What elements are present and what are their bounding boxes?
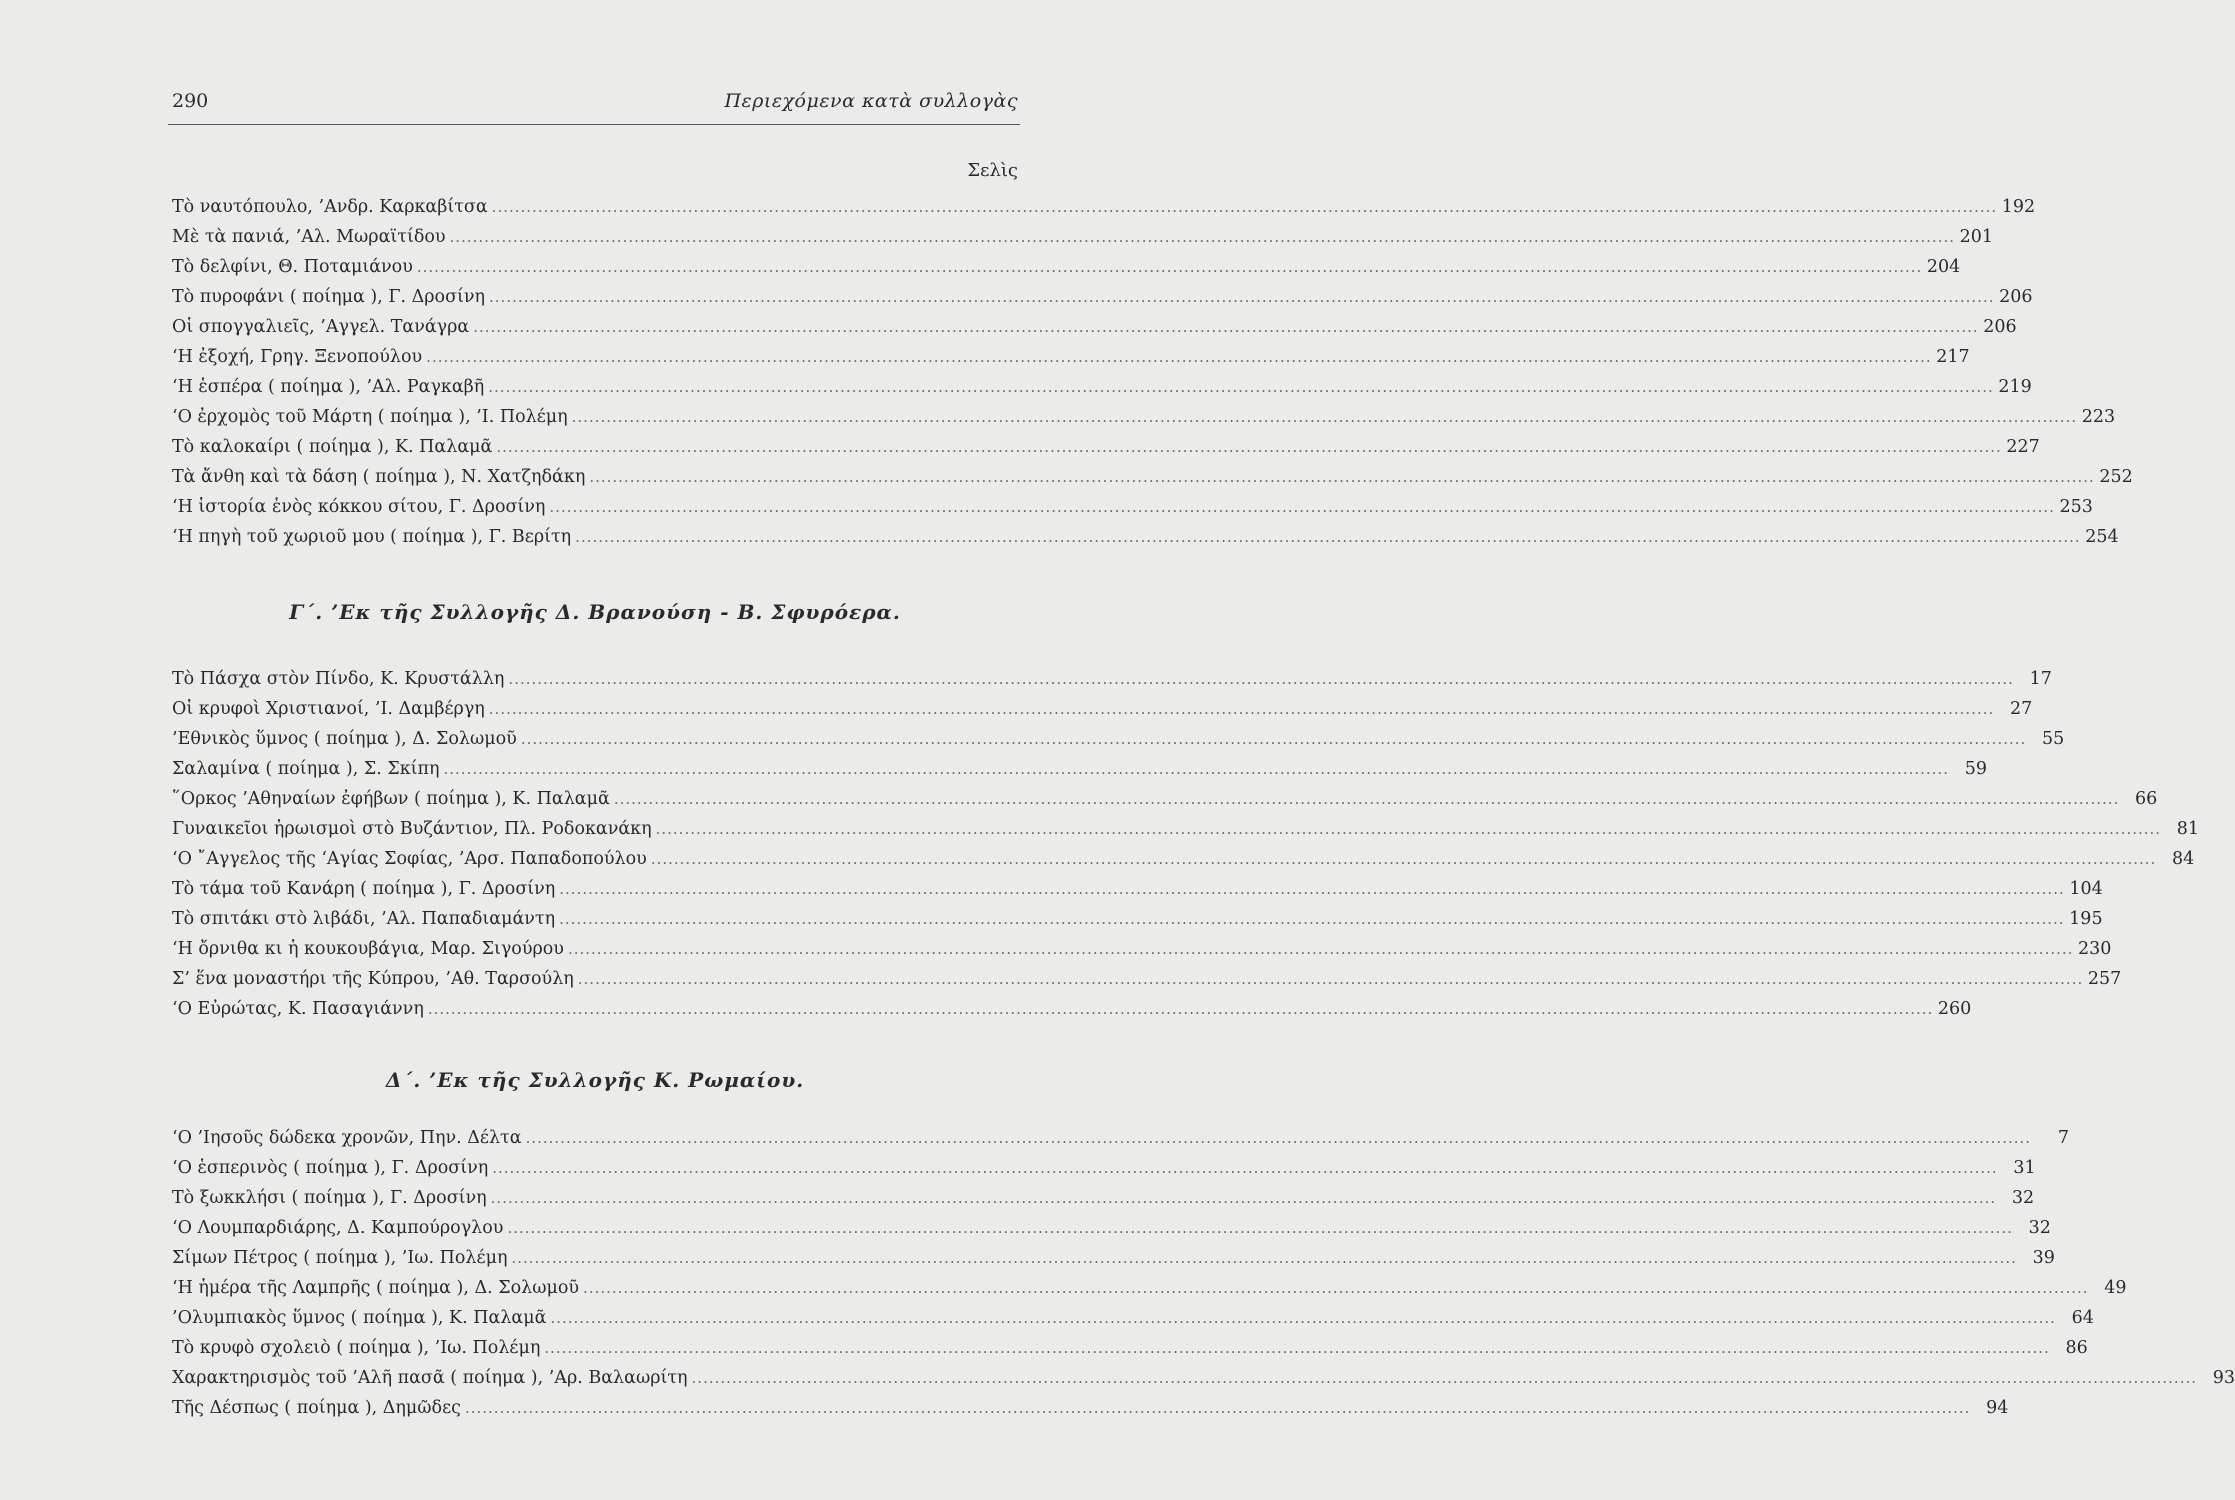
dot-leader bbox=[575, 528, 2080, 546]
page-column-heading: Σελὶς bbox=[967, 160, 1018, 181]
dot-leader bbox=[526, 1129, 2031, 1147]
entry-title: ‘Ο Εὐρώτας, Κ. Πασαγιάννη bbox=[172, 999, 424, 1019]
dot-leader bbox=[508, 670, 2013, 688]
dot-leader bbox=[521, 730, 2026, 748]
toc-entry bbox=[172, 1333, 2088, 1363]
dot-leader bbox=[496, 438, 2001, 456]
toc-entry bbox=[172, 462, 2133, 492]
toc-list-section-b bbox=[172, 192, 2133, 552]
entry-title: Τὸ ξωκκλήσι ( ποίημα ), Γ. Δροσίνη bbox=[172, 1188, 487, 1208]
toc-entry bbox=[172, 994, 1972, 1024]
toc-entry bbox=[172, 1393, 2009, 1423]
dot-leader bbox=[559, 880, 2064, 898]
entry-title: Σ’ ἕνα μοναστήρι τῆς Κύπρου, ’Αθ. Ταρσούλη bbox=[172, 969, 574, 989]
entry-title: Γυναικεῖοι ἡρωισμοὶ στὸ Βυζάντιον, Πλ. Ροδοκανάκη bbox=[172, 819, 652, 839]
entry-page-number: 93 bbox=[2212, 1368, 2235, 1388]
entry-page-number: 49 bbox=[2104, 1278, 2127, 1298]
toc-entry bbox=[172, 964, 2122, 994]
toc-entry bbox=[172, 372, 2032, 402]
entry-page-number: 254 bbox=[2085, 527, 2119, 547]
entry-page-number: 227 bbox=[2006, 437, 2040, 457]
toc-entry bbox=[172, 342, 1970, 372]
toc-entry bbox=[172, 192, 2036, 222]
entry-page-number: 17 bbox=[2029, 669, 2052, 689]
dot-leader bbox=[559, 910, 2064, 928]
toc-entry bbox=[172, 934, 2112, 964]
dot-leader bbox=[489, 700, 1994, 718]
entry-page-number: 206 bbox=[1999, 287, 2033, 307]
running-header bbox=[172, 90, 1018, 112]
entry-page-number: 230 bbox=[2078, 939, 2112, 959]
entry-page-number: 219 bbox=[1998, 377, 2032, 397]
dot-leader bbox=[614, 790, 2119, 808]
entry-page-number: 39 bbox=[2032, 1248, 2055, 1268]
dot-leader bbox=[417, 258, 1922, 276]
toc-list-section-c bbox=[172, 664, 2200, 1024]
entry-page-number: 252 bbox=[2099, 467, 2133, 487]
entry-title: ῞Ορκος ’Αθηναίων ἐφήβων ( ποίημα ), Κ. Παλαμᾶ bbox=[172, 789, 610, 809]
dot-leader bbox=[692, 1369, 2197, 1387]
header-rule bbox=[168, 124, 1020, 125]
entry-page-number: 64 bbox=[2071, 1308, 2094, 1328]
toc-entry bbox=[172, 754, 1987, 784]
toc-entry bbox=[172, 492, 2093, 522]
entry-title: Σαλαμίνα ( ποίημα ), Σ. Σκίπη bbox=[172, 759, 440, 779]
entry-page-number: 257 bbox=[2087, 969, 2122, 989]
dot-leader bbox=[656, 820, 2161, 838]
dot-leader bbox=[578, 970, 2083, 988]
toc-entry bbox=[172, 724, 2065, 754]
entry-title: Τῆς Δέσπως ( ποίημα ), Δημῶδες bbox=[172, 1398, 461, 1418]
dot-leader bbox=[568, 940, 2073, 958]
dot-leader bbox=[491, 1189, 1996, 1207]
toc-entry bbox=[172, 1243, 2055, 1273]
dot-leader bbox=[572, 408, 2077, 426]
dot-leader bbox=[507, 1219, 2012, 1237]
dot-leader bbox=[465, 1399, 1970, 1417]
dot-leader bbox=[651, 850, 2156, 868]
dot-leader bbox=[511, 1249, 2016, 1267]
dot-leader bbox=[426, 348, 1931, 366]
entry-page-number: 27 bbox=[2009, 699, 2033, 719]
entry-title: ‘Η ἑσπέρα ( ποίημα ), ’Αλ. Ραγκαβῆ bbox=[172, 377, 485, 397]
entry-page-number: 84 bbox=[2172, 849, 2195, 869]
entry-page-number: 217 bbox=[1936, 347, 1970, 367]
dot-leader bbox=[488, 378, 1993, 396]
entry-title: ‘Ο ἐρχομὸς τοῦ Μάρτη ( ποίημα ), ’Ι. Πολέμη bbox=[172, 407, 568, 427]
section-d-heading: Δ΄. ’Εκ τῆς Συλλογῆς Κ. Ρωμαίου. bbox=[385, 1068, 805, 1092]
toc-entry bbox=[172, 252, 1961, 282]
entry-title: Τὸ κρυφὸ σχολειὸ ( ποίημα ), ’Ιω. Πολέμη bbox=[172, 1338, 541, 1358]
entry-title: ‘Η πηγὴ τοῦ χωριοῦ μου ( ποίημα ), Γ. Βερίτη bbox=[172, 527, 572, 547]
entry-title: Σίμων Πέτρος ( ποίημα ), ’Ιω. Πολέμη bbox=[172, 1248, 508, 1268]
page-number: 290 bbox=[172, 90, 209, 112]
entry-title: ‘Ο ἑσπερινὸς ( ποίημα ), Γ. Δροσίνη bbox=[172, 1158, 489, 1178]
entry-title: Τὸ καλοκαίρι ( ποίημα ), Κ. Παλαμᾶ bbox=[172, 437, 493, 457]
dot-leader bbox=[589, 468, 2094, 486]
toc-entry bbox=[172, 844, 2195, 874]
entry-page-number: 32 bbox=[2028, 1218, 2051, 1238]
entry-page-number: 94 bbox=[1986, 1398, 2009, 1418]
toc-entry bbox=[172, 402, 2116, 432]
entry-title: ‘Η ἐξοχή, Γρηγ. Ξενοπούλου bbox=[172, 347, 423, 367]
dot-leader bbox=[583, 1279, 2088, 1297]
entry-page-number: 31 bbox=[2013, 1158, 2036, 1178]
entry-title: Οἱ κρυφοὶ Χριστιανοί, ’Ι. Δαμβέργη bbox=[172, 699, 485, 719]
toc-entry bbox=[172, 432, 2040, 462]
entry-page-number: 206 bbox=[1983, 317, 2017, 337]
entry-page-number: 253 bbox=[2059, 497, 2093, 517]
entry-page-number: 195 bbox=[2069, 909, 2103, 929]
dot-leader bbox=[450, 228, 1955, 246]
entry-title: ‘Ο ῎Αγγελος τῆς ‘Αγίας Σοφίας, ’Αρσ. Παπαδοπούλου bbox=[172, 849, 647, 869]
entry-title: Τὸ ναυτόπουλο, ’Ανδρ. Καρκαβίτσα bbox=[172, 197, 488, 217]
toc-entry bbox=[172, 282, 2033, 312]
entry-page-number: 55 bbox=[2042, 729, 2065, 749]
entry-title: ‘Ο ’Ιησοῦς δώδεκα χρονῶν, Πην. Δέλτα bbox=[172, 1128, 522, 1148]
dot-leader bbox=[544, 1339, 2049, 1357]
toc-entry bbox=[172, 312, 2017, 342]
dot-leader bbox=[428, 1000, 1933, 1018]
entry-title: Τὸ Πάσχα στὸν Πίνδο, Κ. Κρυστάλλη bbox=[172, 669, 505, 689]
toc-entry bbox=[172, 784, 2158, 814]
entry-title: Τὰ ἄνθη καὶ τὰ δάση ( ποίημα ), Ν. Χατζηδάκη bbox=[172, 467, 586, 487]
toc-entry bbox=[172, 1213, 2051, 1243]
dot-leader bbox=[549, 498, 2054, 516]
entry-title: ‘Η ἡμέρα τῆς Λαμπρῆς ( ποίημα ), Δ. Σολωμοῦ bbox=[172, 1278, 580, 1298]
entry-title: Τὸ τάμα τοῦ Κανάρη ( ποίημα ), Γ. Δροσίνη bbox=[172, 879, 556, 899]
dot-leader bbox=[444, 760, 1949, 778]
dot-leader bbox=[489, 288, 1994, 306]
entry-title: ‘Η ἱστορία ἑνὸς κόκκου σίτου, Γ. Δροσίνη bbox=[172, 497, 546, 517]
entry-title: ’Ολυμπιακὸς ὕμνος ( ποίημα ), Κ. Παλαμᾶ bbox=[172, 1308, 547, 1328]
toc-entry bbox=[172, 222, 1993, 252]
toc-entry bbox=[172, 904, 2103, 934]
entry-title: Οἱ σπογγαλιεῖς, ’Αγγελ. Τανάγρα bbox=[172, 317, 470, 337]
entry-page-number: 81 bbox=[2176, 819, 2200, 839]
entry-title: Τὸ πυροφάνι ( ποίημα ), Γ. Δροσίνη bbox=[172, 287, 486, 307]
entry-page-number: 204 bbox=[1926, 257, 1961, 277]
entry-title: Τὸ δελφίνι, Θ. Ποταμιάνου bbox=[172, 257, 413, 277]
entry-page-number: 66 bbox=[2135, 789, 2158, 809]
entry-page-number: 192 bbox=[2001, 197, 2036, 217]
entry-title: Μὲ τὰ πανιά, ’Αλ. Μωραϊτίδου bbox=[172, 227, 446, 247]
dot-leader bbox=[473, 318, 1978, 336]
entry-title: ‘Η ὄρνιθα κι ἡ κουκουβάγια, Μαρ. Σιγούρου bbox=[172, 939, 564, 959]
toc-entry bbox=[172, 1273, 2127, 1303]
toc-entry bbox=[172, 1123, 2070, 1153]
entry-page-number: 59 bbox=[1964, 759, 1987, 779]
entry-page-number: 7 bbox=[2057, 1128, 2070, 1148]
toc-entry bbox=[172, 1153, 2036, 1183]
entry-title: ‘Ο Λουμπαρδιάρης, Δ. Καμπούρογλου bbox=[172, 1218, 504, 1238]
entry-page-number: 223 bbox=[2081, 407, 2116, 427]
running-title: Περιεχόμενα κατὰ συλλογὰς bbox=[724, 90, 1018, 112]
toc-entry bbox=[172, 874, 2103, 904]
toc-entry bbox=[172, 814, 2200, 844]
toc-entry bbox=[172, 1363, 2235, 1393]
dot-leader bbox=[492, 1159, 1997, 1177]
entry-title: ’Εθνικὸς ὕμνος ( ποίημα ), Δ. Σολωμοῦ bbox=[172, 729, 517, 749]
toc-entry bbox=[172, 522, 2119, 552]
toc-entry bbox=[172, 1183, 2035, 1213]
entry-page-number: 201 bbox=[1959, 227, 1993, 247]
entry-page-number: 32 bbox=[2011, 1188, 2035, 1208]
entry-page-number: 260 bbox=[1937, 999, 1972, 1019]
toc-list-section-d bbox=[172, 1123, 2235, 1423]
entry-title: Χαρακτηρισμὸς τοῦ ’Αλῆ πασᾶ ( ποίημα ), ’Αρ. Βαλαωρίτη bbox=[172, 1368, 688, 1388]
dot-leader bbox=[492, 198, 1997, 216]
toc-entry bbox=[172, 1303, 2094, 1333]
section-c-heading: Γ΄. ’Εκ τῆς Συλλογῆς Δ. Βρανούση - Β. Σφυρόερα. bbox=[289, 600, 901, 624]
entry-page-number: 86 bbox=[2065, 1338, 2088, 1358]
entry-page-number: 104 bbox=[2069, 879, 2103, 899]
toc-entry bbox=[172, 664, 2052, 694]
entry-title: Τὸ σπιτάκι στὸ λιβάδι, ’Αλ. Παπαδιαμάντη bbox=[172, 909, 556, 929]
toc-entry bbox=[172, 694, 2033, 724]
dot-leader bbox=[550, 1309, 2055, 1327]
